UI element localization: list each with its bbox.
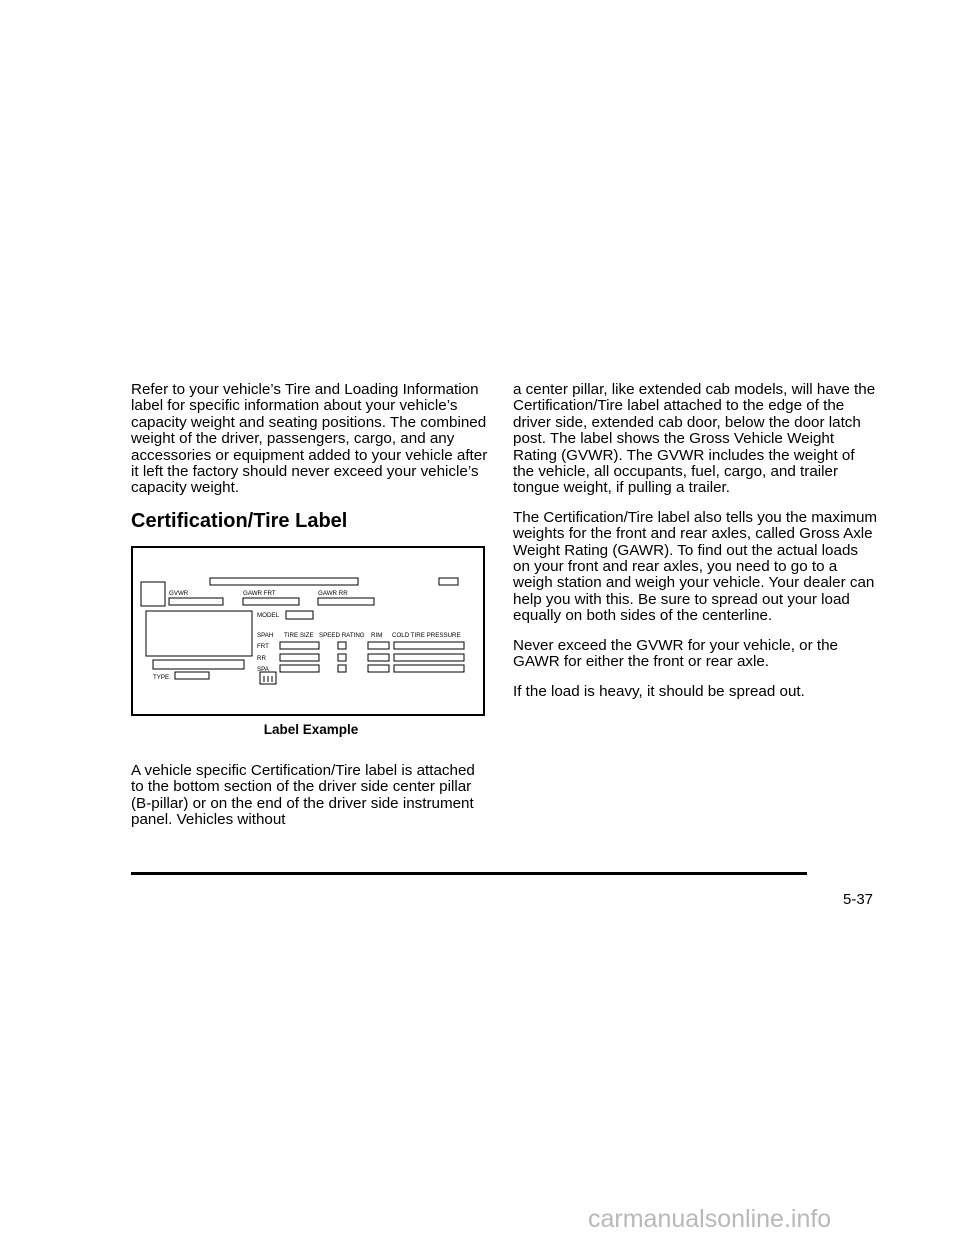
gvwr-label: GVWR [169,589,189,597]
spa-pressure-box [394,665,464,672]
right-paragraph-2: The Certification/Tire label also tells you the maximum weights for the front and rear axles, called Gross Axle Weight Rating (GAWR). To find out the actual loads on your front and rear axles, you need to go to a weigh station and weigh your vehicle. Your dealer can help you with this. Be sure to spread out your load equally on both sides of the centerline. [513,508,878,625]
figure-caption: Label Example [263,721,359,737]
model-box [286,611,313,619]
frt-pressure-box [394,642,464,649]
frt-tire-size-box [280,642,319,649]
spa-label: SPA [257,665,269,673]
speed-rating-label: SPEED RATING [319,631,365,639]
emblem-box [141,582,165,606]
top-right-field-box [439,578,458,585]
gawr-rr-label: GAWR RR [318,589,348,597]
frt-rim-box [368,642,389,649]
right-column [513,382,878,713]
right-paragraph-1: a center pillar, like extended cab models, will have the Certification/Tire label attached to the edge of the driver side, extended cab door, below the door latch post. The label shows the Gross Vehicle Weight Rating (GVWR). The GVWR includes the weight of the vehicle, all occupants, fuel, cargo, and trailer tongue weight, if pulling a trailer. [513,381,876,497]
main-info-box [146,611,252,656]
lower-info-box [153,660,244,669]
tire-size-label: TIRE SIZE [284,631,314,639]
label-example-figure [131,546,485,716]
book-icon [264,676,272,682]
frt-speed-rating-box [338,642,346,649]
rr-rim-box [368,654,389,661]
footer-rule [131,872,807,875]
top-field-box [210,578,358,585]
model-label: MODEL [257,611,280,619]
page-number: 5-37 [843,891,874,908]
gawr-rr-box [318,598,374,605]
gawr-frt-label: GAWR FRT [243,589,276,597]
watermark: carmanualsonline.info [588,1205,832,1233]
rr-pressure-box [394,654,464,661]
left-paragraph-2: A vehicle specific Certification/Tire label is attached to the bottom section of the driver side center pillar (B-pillar) or on the end of the driver side instrument panel. Vehicles without [131,761,475,829]
rr-speed-rating-box [338,654,346,661]
left-paragraph-1: Refer to your vehicle’s Tire and Loading Information label for specific information about your vehicle’s capacity weight and seating positions. The combined weight of the driver, passengers, cargo, and any accessories or equipment added to your vehicle after it left the factory should never exceed your vehicle’s capacity weight. [131,381,488,497]
spa-tire-size-box [280,665,319,672]
spah-label: SPAH [257,631,274,639]
right-paragraph-4: If the load is heavy, it should be spread out. [513,682,805,700]
certification-label-diagram [133,548,483,714]
section-heading: Certification/Tire Label [131,509,348,532]
cold-tire-pressure-label: COLD TIRE PRESSURE [392,631,461,639]
right-paragraph-3: Never exceed the GVWR for your vehicle, or the GAWR for either the front or rear axle. [513,636,838,671]
type-label: TYPE: [153,673,171,681]
rim-label: RIM [371,631,383,639]
type-box [175,672,209,679]
rr-tire-size-box [280,654,319,661]
rr-label: RR [257,654,266,662]
spa-rim-box [368,665,389,672]
gawr-frt-box [243,598,299,605]
left-column [131,382,491,841]
spa-speed-rating-box [338,665,346,672]
gvwr-box [169,598,223,605]
frt-label: FRT [257,642,269,650]
